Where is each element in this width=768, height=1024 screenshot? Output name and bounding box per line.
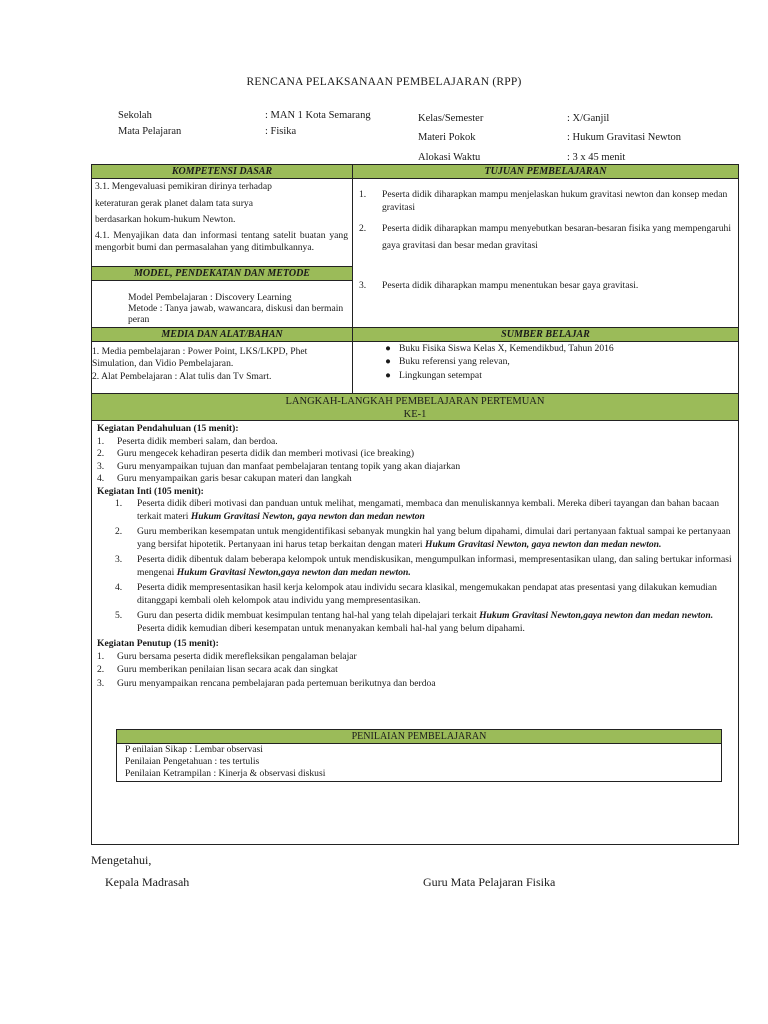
- kompetensi-line-2: 4.1. Menyajikan data dan informasi tentang satelit buatan yang mengorbit bumi dan permasalahan yang ditimbulkannya.: [95, 230, 348, 253]
- tujuan-cell: [352, 178, 739, 328]
- langkah-cell: [91, 420, 739, 845]
- bullet-icon: ●: [385, 343, 391, 354]
- penutup-text: Guru memberikan penilaian lisan secara acak dan singkat: [117, 664, 338, 675]
- num: 1.: [115, 498, 123, 509]
- penilaian-cell: [116, 743, 722, 782]
- inti-emphasis: Hukum Gravitasi Newton,gaya newton dan medan newton.: [176, 566, 411, 578]
- tujuan-text: Peserta didik diharapkan mampu menyebutkan besaran-besaran fisika yang mempengaruhi gaya gravitasi dan besar medan gravitasi: [382, 223, 731, 251]
- penutup-item: [97, 651, 735, 664]
- num: 1.: [97, 435, 105, 447]
- sumber-item: [377, 370, 482, 383]
- sumber-cell: [352, 341, 739, 394]
- langkah-header-line-1: LANGKAH-LANGKAH PEMBELAJARAN PERTEMUAN: [285, 396, 545, 407]
- info-right-value-1: : Hukum Gravitasi Newton: [567, 132, 682, 143]
- tujuan-item: [359, 189, 731, 214]
- info-right-value-0: : X/Ganjil: [567, 113, 610, 124]
- inti-item: [115, 526, 733, 551]
- num: 2.: [115, 526, 123, 537]
- inti-item: [115, 582, 733, 607]
- inti-title: Kegiatan Inti (105 menit):: [97, 485, 204, 497]
- kompetensi-header: KOMPETENSI DASAR: [91, 164, 353, 179]
- model-header: MODEL, PENDEKATAN DAN METODE: [91, 266, 353, 281]
- penilaian-item: Penilaian Ketrampilan : Kinerja & observasi diskusi: [125, 768, 326, 779]
- inti-item: [115, 498, 733, 523]
- pendahuluan-item: [97, 473, 735, 486]
- num: 1.: [97, 650, 105, 662]
- kompetensi-line-1b: keteraturan gerak planet dalam tata surya: [95, 198, 253, 209]
- model-line-1: Model Pembelajaran : Discovery Learning: [128, 292, 292, 303]
- info-left-label-0: Sekolah: [118, 110, 152, 121]
- num: 3.: [115, 554, 123, 565]
- penilaian-item: P enilaian Sikap : Lembar observasi: [125, 744, 263, 755]
- pendahuluan-text: Peserta didik memberi salam, dan berdoa.: [117, 435, 278, 447]
- penutup-item: [97, 678, 735, 691]
- sumber-text: Buku Fisika Siswa Kelas X, Kemendikbud, Tahun 2016: [399, 343, 614, 354]
- tujuan-num: 2.: [359, 223, 367, 234]
- kompetensi-line-1a: 3.1. Mengevaluasi pemikiran dirinya terhadap: [95, 181, 272, 192]
- guru-mapel-label: Guru Mata Pelajaran Fisika: [423, 875, 556, 889]
- num: 4.: [115, 582, 123, 593]
- inti-text: Peserta didik diberi motivasi dan panduan untuk melihat, mengamati, membaca dan menuliskannya kembali. Mereka diberi tayangan dan bahan bacaan terkait materi: [137, 498, 720, 522]
- media-header: MEDIA DAN ALAT/BAHAN: [91, 327, 353, 342]
- inti-emphasis: Hukum Gravitasi Newton, gaya newton dan medan newton.: [424, 538, 662, 550]
- tujuan-header: TUJUAN PEMBELAJARAN: [352, 164, 739, 179]
- inti-emphasis: Hukum Gravitasi Newton, gaya newton dan medan newton: [190, 510, 425, 522]
- penilaian-item: Penilaian Pengetahuan : tes tertulis: [125, 756, 260, 767]
- sumber-text: Lingkungan setempat: [399, 370, 482, 381]
- tujuan-text: Peserta didik diharapkan mampu menentukan besar gaya gravitasi.: [382, 280, 639, 291]
- info-left-value-0: : MAN 1 Kota Semarang: [265, 110, 371, 121]
- sumber-header: SUMBER BELAJAR: [352, 327, 739, 342]
- info-left-value-1: : Fisika: [265, 126, 297, 137]
- num: 5.: [115, 610, 123, 621]
- media-cell: [91, 341, 353, 394]
- langkah-header: [91, 393, 739, 421]
- info-right-value-2: : 3 x 45 menit: [567, 152, 626, 163]
- mengetahui-label: Mengetahui,: [91, 853, 152, 867]
- model-cell: [91, 280, 353, 328]
- info-left-label-1: Mata Pelajaran: [118, 126, 182, 137]
- inti-text: Guru memberikan kesempatan untuk mengidentifikasi sebanyak mungkin hal yang belum dipahami, dimulai dari pertanyaan faktual sampai ke pertanyaan yang bersifat hipotetik. Pertanyaan ini harus tetap berkaitan dengan materi: [137, 526, 731, 550]
- penutup-text: Guru bersama peserta didik merefleksikan pengalaman belajar: [117, 650, 357, 662]
- pendahuluan-text: Guru menyampaikan tujuan dan manfaat pembelajaran tentang topik yang akan diajarkan: [117, 460, 461, 472]
- num: 3.: [97, 677, 105, 689]
- tujuan-item: [359, 280, 731, 293]
- bullet-icon: ●: [385, 356, 391, 367]
- tujuan-num: 3.: [359, 280, 367, 291]
- media-item-2: 2. Alat Pembelajaran : Alat tulis dan Tv Smart.: [92, 371, 272, 382]
- penutup-title: Kegiatan Penutup (15 menit):: [97, 638, 219, 649]
- num: 2.: [97, 448, 105, 459]
- pendahuluan-text: Guru menyampaikan garis besar cakupan materi dan langkah: [117, 473, 352, 484]
- kepala-madrasah-label: Kepala Madrasah: [105, 875, 190, 889]
- model-line-2: Metode : Tanya jawab, wawancara, diskusi dan bermain peran: [128, 303, 344, 325]
- penutup-item: [97, 664, 735, 677]
- document-title: RENCANA PELAKSANAAN PEMBELAJARAN (RPP): [246, 76, 522, 88]
- pendahuluan-item: [97, 448, 735, 461]
- bullet-icon: ●: [385, 370, 391, 381]
- pendahuluan-title: Kegiatan Pendahuluan (15 menit):: [97, 423, 239, 434]
- inti-emphasis: Hukum Gravitasi Newton,gaya newton dan medan newton.: [479, 610, 714, 621]
- pendahuluan-item: [97, 461, 735, 474]
- kompetensi-cell: [91, 178, 353, 267]
- info-right-label-0: Kelas/Semester: [418, 113, 484, 124]
- pendahuluan-item: [97, 436, 735, 449]
- info-right-label-1: Materi Pokok: [418, 132, 476, 143]
- num: 2.: [97, 664, 105, 675]
- penutup-text: Guru menyampaikan rencana pembelajaran pada pertemuan berikutnya dan berdoa: [117, 677, 436, 689]
- media-item-1: 1. Media pembelajaran : Power Point, LKS/LKPD, Phet Simulation, dan Vidio Pembelajaran.: [92, 346, 308, 369]
- tujuan-item: [359, 220, 731, 254]
- kompetensi-line-1c: berdasarkan hokum-hukum Newton.: [95, 214, 236, 225]
- inti-text: Peserta didik kemudian diberi kesempatan untuk menanyakan kembali hal-hal yang belum dipahami.: [137, 622, 525, 634]
- inti-text: Peserta didik mempresentasikan hasil kerja kelompok atau individu secara klasikal, mengemukakan pendapat atas presentasi yang dilakukan kemudian ditanggapi kembali oleh kelompok atau individu yang mempresentasikan.: [137, 582, 717, 606]
- info-right-label-2: Alokasi Waktu: [418, 152, 481, 163]
- penilaian-header: PENILAIAN PEMBELAJARAN: [116, 729, 722, 744]
- langkah-header-line-2: KE-1: [403, 409, 427, 420]
- inti-text: Peserta didik dibentuk dalam beberapa kelompok untuk mendiskusikan, mengumpulkan informasi, mempresentasikan ulang, dan saling bertukar informasi mengenai: [137, 554, 732, 578]
- sumber-item: [377, 356, 510, 369]
- inti-item: [115, 554, 733, 579]
- tujuan-num: 1.: [359, 189, 367, 200]
- sumber-text: Buku referensi yang relevan,: [399, 356, 510, 367]
- sumber-item: [377, 343, 614, 356]
- num: 4.: [97, 473, 105, 484]
- tujuan-text: Peserta didik diharapkan mampu menjelaskan hukum gravitasi newton dan konsep medan gravitasi: [382, 189, 728, 213]
- num: 3.: [97, 460, 105, 472]
- inti-text: Guru dan peserta didik membuat kesimpulan tentang hal-hal yang telah dipelajari terkait: [137, 610, 480, 621]
- pendahuluan-text: Guru mengecek kehadiran peserta didik dan memberi motivasi (ice breaking): [117, 448, 415, 459]
- inti-item: [115, 610, 733, 635]
